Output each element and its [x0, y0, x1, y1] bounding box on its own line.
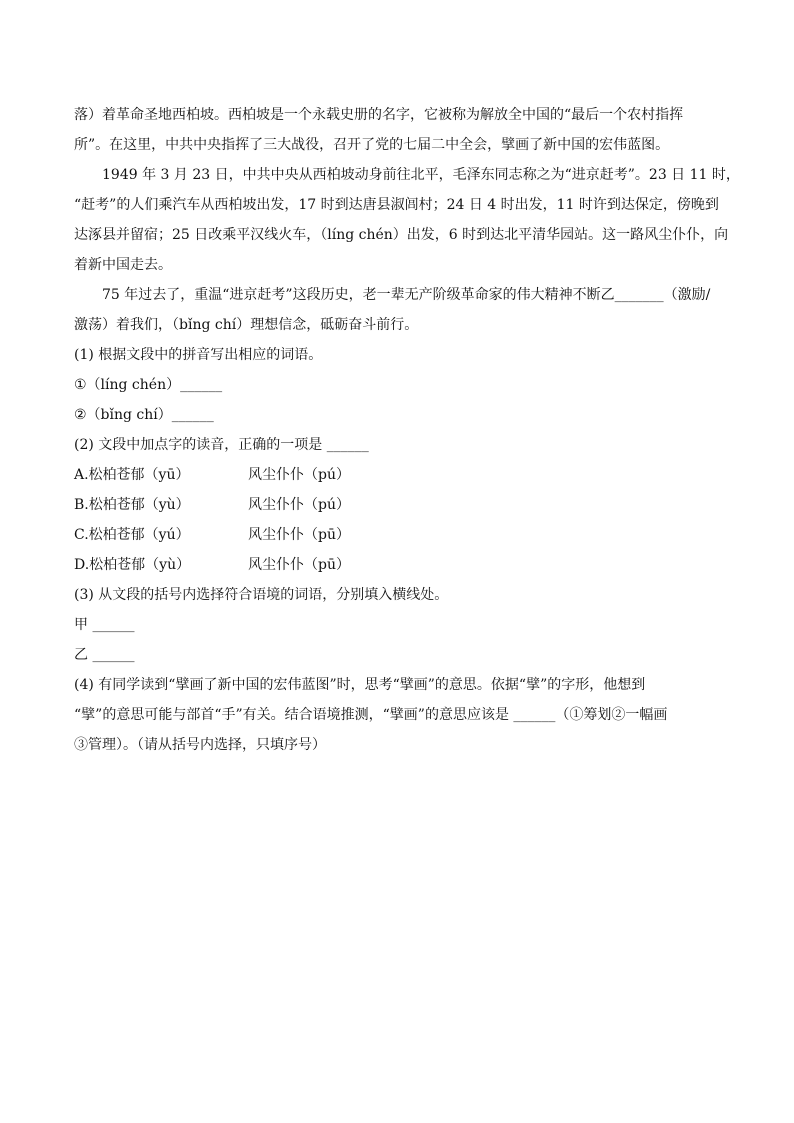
- option-a-right: 风尘仆仆（pú）: [248, 467, 350, 483]
- question-2: [74, 430, 724, 580]
- passage-line: 落）着革命圣地西柏坡。西柏坡是一个永载史册的名字，它被称为解放全中国的“最后一个农村指挥: [74, 107, 684, 123]
- option-b-right: 风尘仆仆（pú）: [248, 497, 350, 513]
- question-1: [74, 340, 724, 430]
- passage-line: 激荡）着我们，（bǐng chí）理想信念，砥砺奋斗前行。: [74, 317, 419, 333]
- document-page: [74, 100, 740, 760]
- option-b-left: B.松柏苍郁（yù）: [74, 497, 190, 513]
- passage: [74, 100, 740, 340]
- question-3: [74, 580, 724, 670]
- question-1-stem: (1) 根据文段中的拼音写出相应的词语。: [74, 347, 323, 363]
- question-4-line: ③管理）。（请从括号内选择，只填序号）: [74, 737, 326, 753]
- question-4-line: (4) 有同学读到“擘画了新中国的宏伟蓝图”时，思考“擘画”的意思。依据“擘”的字形，他想到: [74, 677, 646, 693]
- question-3-stem: (3) 从文段的括号内选择符合语境的词语，分别填入横线处。: [74, 587, 449, 603]
- option-row-b: [74, 490, 724, 520]
- passage-line: 75 年过去了，重温“进京赶考”这段历史，老一辈无产阶级革命家的伟大精神不断乙_______（激励/: [102, 287, 711, 303]
- passage-line: 所”。在这里，中共中央指挥了三大战役，召开了党的七届二中全会，擘画了新中国的宏伟蓝图。: [74, 137, 670, 153]
- passage-line: “赶考”的人们乘汽车从西柏坡出发，17 时到达唐县淑闾村；24 日 4 时出发，11 时许到达保定，傍晚到: [74, 197, 719, 213]
- option-row-a: [74, 460, 724, 490]
- passage-line: 达涿县并留宿；25 日改乘平汉线火车，（líng chén）出发，6 时到达北平清华园站。这一路风尘仆仆，向: [74, 227, 729, 243]
- option-a-left: A.松柏苍郁（yū）: [74, 467, 190, 483]
- passage-line: 1949 年 3 月 23 日，中共中央从西柏坡动身前往北平，毛泽东同志称之为“进京赶考”。23 日 11 时，: [102, 167, 740, 183]
- option-row-d: [74, 550, 724, 580]
- question-3-item: 乙 ______: [74, 647, 135, 663]
- option-c-left: C.松柏苍郁（yú）: [74, 527, 190, 543]
- question-4-line: “擘”的意思可能与部首“手”有关。结合语境推测，“擘画”的意思应该是 ______（①筹划②一幅画: [74, 707, 668, 723]
- question-1-item: ①（líng chén）______: [74, 377, 223, 393]
- option-d-right: 风尘仆仆（pū）: [248, 557, 350, 573]
- passage-line: 着新中国走去。: [74, 257, 172, 273]
- question-4: [74, 670, 724, 760]
- option-c-right: 风尘仆仆（pū）: [248, 527, 350, 543]
- question-2-stem: (2) 文段中加点字的读音，正确的一项是 ______: [74, 437, 369, 453]
- option-d-left: D.松柏苍郁（yù）: [74, 557, 191, 573]
- question-1-item: ②（bǐng chí）______: [74, 407, 214, 423]
- question-3-item: 甲 ______: [74, 617, 135, 633]
- option-row-c: [74, 520, 724, 550]
